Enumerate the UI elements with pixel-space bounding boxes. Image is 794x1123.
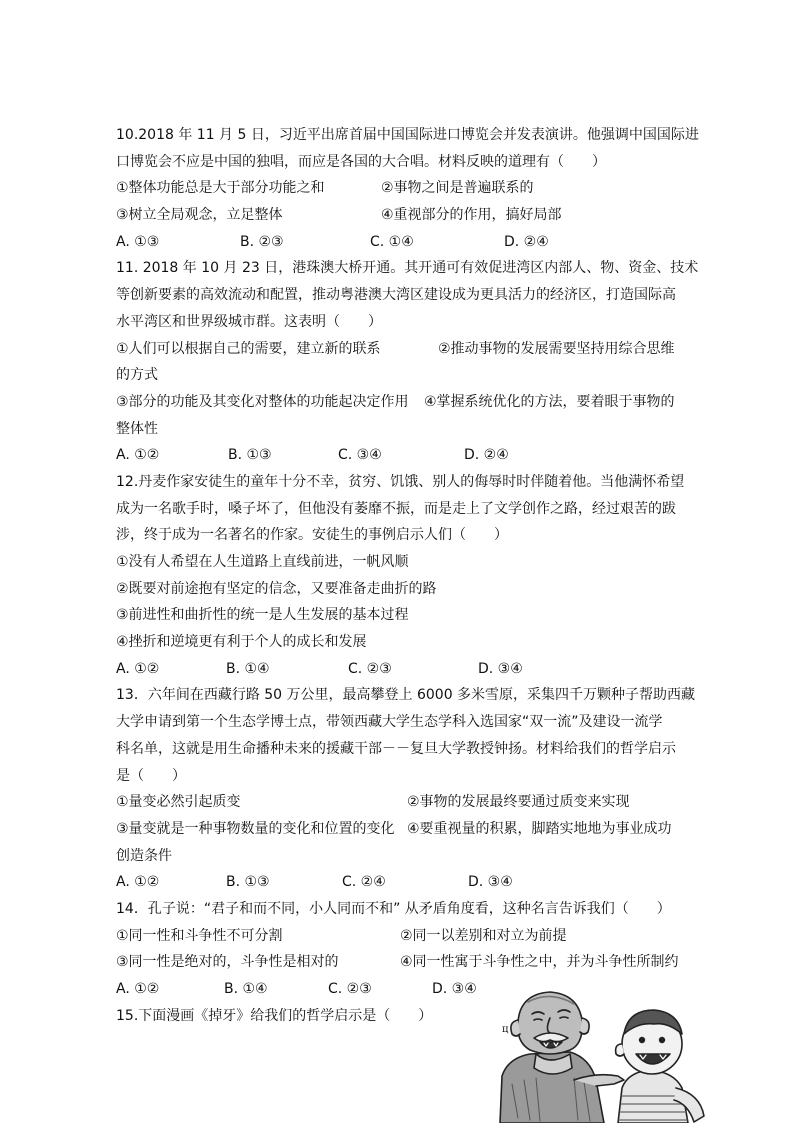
q12-stem-line-1: 12.丹麦作家安徒生的童年十分不幸，贫穷、饥饿、别人的侮辱时时伴随着他。当他满怀希望 bbox=[116, 473, 685, 490]
q11-option-b[interactable]: B. ①③ bbox=[228, 447, 272, 464]
cartoon-illustration bbox=[478, 988, 714, 1123]
question-11 bbox=[116, 255, 699, 469]
q12-statement-1: ①没有人希望在人生道路上直线前进，一帆风顺 bbox=[116, 554, 409, 570]
q14-statement-4: ④同一性寓于斗争性之中，并为斗争性所制约 bbox=[400, 954, 679, 971]
q11-statements-1-2 bbox=[116, 336, 696, 363]
q13-statement-2: ②事物的发展最终要通过质变来实现 bbox=[407, 794, 630, 811]
q14-statement-2: ②同一以差别和对立为前提 bbox=[400, 927, 567, 944]
cartoon-signature: ц bbox=[502, 1024, 509, 1035]
q11-statement-2: ②推动事物的发展需要坚持用综合思维 bbox=[438, 340, 675, 357]
q12-statement-4: ④挫折和逆境更有利于个人的成长和发展 bbox=[116, 634, 367, 651]
q10-stem-line-2: 口博览会不应是中国的独唱，而应是各国的大合唱。材料反映的道理有（ ） bbox=[116, 153, 606, 170]
q14-option-b[interactable]: B. ①④ bbox=[224, 981, 268, 997]
q10-stem-line-1: 10.2018 年 11 月 5 日，习近平出席首届中国国际进口博览会并发表演讲。他强调中国国际进 bbox=[116, 127, 699, 143]
q11-options bbox=[116, 442, 696, 469]
q10-options bbox=[116, 229, 696, 256]
q10-option-d[interactable]: D. ②④ bbox=[504, 233, 549, 250]
q13-stem-line-2: 大学申请到第一个生态学博士点，带领西藏大学生态学科入选国家“双一流”及建设一流学 bbox=[116, 714, 663, 731]
q11-statement-2-cont: 的方式 bbox=[116, 367, 158, 384]
q12-stem-line-3: 涉，终于成为一名著名的作家。安徒生的事例启示人们（ ） bbox=[116, 527, 508, 544]
q13-option-c[interactable]: C. ②④ bbox=[342, 874, 386, 891]
q13-statements-1-2 bbox=[116, 789, 696, 816]
q12-option-c[interactable]: C. ②③ bbox=[348, 660, 392, 677]
q12-option-a[interactable]: A. ①② bbox=[116, 660, 160, 677]
q10-statements-1-2 bbox=[116, 175, 696, 202]
q12-options bbox=[116, 656, 696, 683]
q12-option-b[interactable]: B. ①④ bbox=[226, 660, 270, 677]
q10-option-b[interactable]: B. ②③ bbox=[240, 233, 284, 250]
q13-statements-3-4 bbox=[116, 816, 696, 843]
q11-option-d[interactable]: D. ②④ bbox=[464, 447, 509, 464]
q10-option-c[interactable]: C. ①④ bbox=[370, 233, 414, 250]
q11-statements-3-4 bbox=[116, 389, 696, 416]
question-13 bbox=[116, 682, 696, 896]
question-12 bbox=[116, 469, 696, 683]
q13-statement-4: ④要重视量的积累，脚踏实地地为事业成功 bbox=[407, 820, 672, 837]
q11-stem-line-2: 等创新要素的高效流动和配置，推动粤港澳大湾区建设成为更具活力的经济区，打造国际高 bbox=[116, 287, 676, 304]
question-14 bbox=[116, 896, 696, 1003]
q11-statement-1: ①人们可以根据自己的需要，建立新的联系 bbox=[116, 340, 381, 357]
q13-statement-1: ①量变必然引起质变 bbox=[116, 794, 241, 811]
q12-stem-line-2: 成为一名歌手时，嗓子坏了，但他没有萎靡不振，而是走上了文学创作之路，经过艰苦的跋 bbox=[116, 500, 676, 517]
q14-option-a[interactable]: A. ①② bbox=[116, 981, 160, 997]
q10-statement-2: ②事物之间是普遍联系的 bbox=[381, 180, 534, 197]
q13-option-a[interactable]: A. ①② bbox=[116, 874, 160, 891]
q11-statement-4: ④掌握系统优化的方法，要着眼于事物的 bbox=[424, 393, 675, 410]
q14-statement-1: ①同一性和斗争性不可分割 bbox=[116, 927, 283, 944]
q11-stem-line-3: 水平湾区和世界级城市群。这表明（ ） bbox=[116, 313, 382, 330]
q11-option-a[interactable]: A. ①② bbox=[116, 447, 160, 464]
q13-options bbox=[116, 869, 696, 896]
q10-statements-3-4 bbox=[116, 202, 696, 229]
q10-statement-3: ③树立全局观念，立足整体 bbox=[116, 207, 283, 224]
exam-page bbox=[116, 122, 699, 1029]
q11-statement-4-cont: 整体性 bbox=[116, 420, 158, 437]
q11-option-c[interactable]: C. ③④ bbox=[338, 447, 382, 464]
q11-statement-3: ③部分的功能及其变化对整体的功能起决定作用 bbox=[116, 393, 409, 410]
q12-statement-3: ③前进性和曲折性的统一是人生发展的基本过程 bbox=[116, 607, 409, 624]
q14-option-c[interactable]: C. ②③ bbox=[328, 981, 372, 997]
q14-statements-1-2 bbox=[116, 923, 696, 950]
q10-option-a[interactable]: A. ①③ bbox=[116, 233, 160, 250]
q14-option-d[interactable]: D. ③④ bbox=[432, 981, 477, 997]
q11-stem-line-1: 11. 2018 年 10 月 23 日，港珠澳大桥开通。其开通可有效促进湾区内部人、物、资金、技术 bbox=[116, 260, 699, 277]
q13-statement-4-cont: 创造条件 bbox=[116, 847, 172, 864]
q14-statements-3-4 bbox=[116, 949, 696, 976]
q13-option-d[interactable]: D. ③④ bbox=[468, 874, 513, 891]
q10-statement-1: ①整体功能总是大于部分功能之和 bbox=[116, 180, 325, 197]
q14-stem-line-1: 14．孔子说：“君子和而不同，小人同而不和” 从矛盾角度看，这种名言告诉我们（ ） bbox=[116, 900, 671, 917]
q13-statement-3: ③量变就是一种事物数量的变化和位置的变化 bbox=[116, 820, 395, 837]
question-10 bbox=[116, 122, 699, 255]
q13-stem-line-1: 13．六年间在西藏行路 50 万公里，最高攀登上 6000 多米雪原，采集四千万颗种子帮助西藏 bbox=[116, 687, 696, 704]
q12-statement-2: ②既要对前途抱有坚定的信念，又要准备走曲折的路 bbox=[116, 580, 437, 597]
q14-statement-3: ③同一性是绝对的，斗争性是相对的 bbox=[116, 954, 339, 971]
q10-statement-4: ④重视部分的作用，搞好局部 bbox=[381, 207, 562, 224]
q13-stem-line-3: 科名单，这就是用生命播种未来的援藏干部－－复旦大学教授钟扬。材料给我们的哲学启示 bbox=[116, 740, 676, 757]
q13-stem-line-4: 是（ ） bbox=[116, 767, 186, 784]
q13-option-b[interactable]: B. ①③ bbox=[226, 874, 270, 891]
q15-stem-line-1: 15.下面漫画《掉牙》给我们的哲学启示是（ ） bbox=[116, 1007, 433, 1024]
q12-option-d[interactable]: D. ③④ bbox=[478, 660, 523, 677]
